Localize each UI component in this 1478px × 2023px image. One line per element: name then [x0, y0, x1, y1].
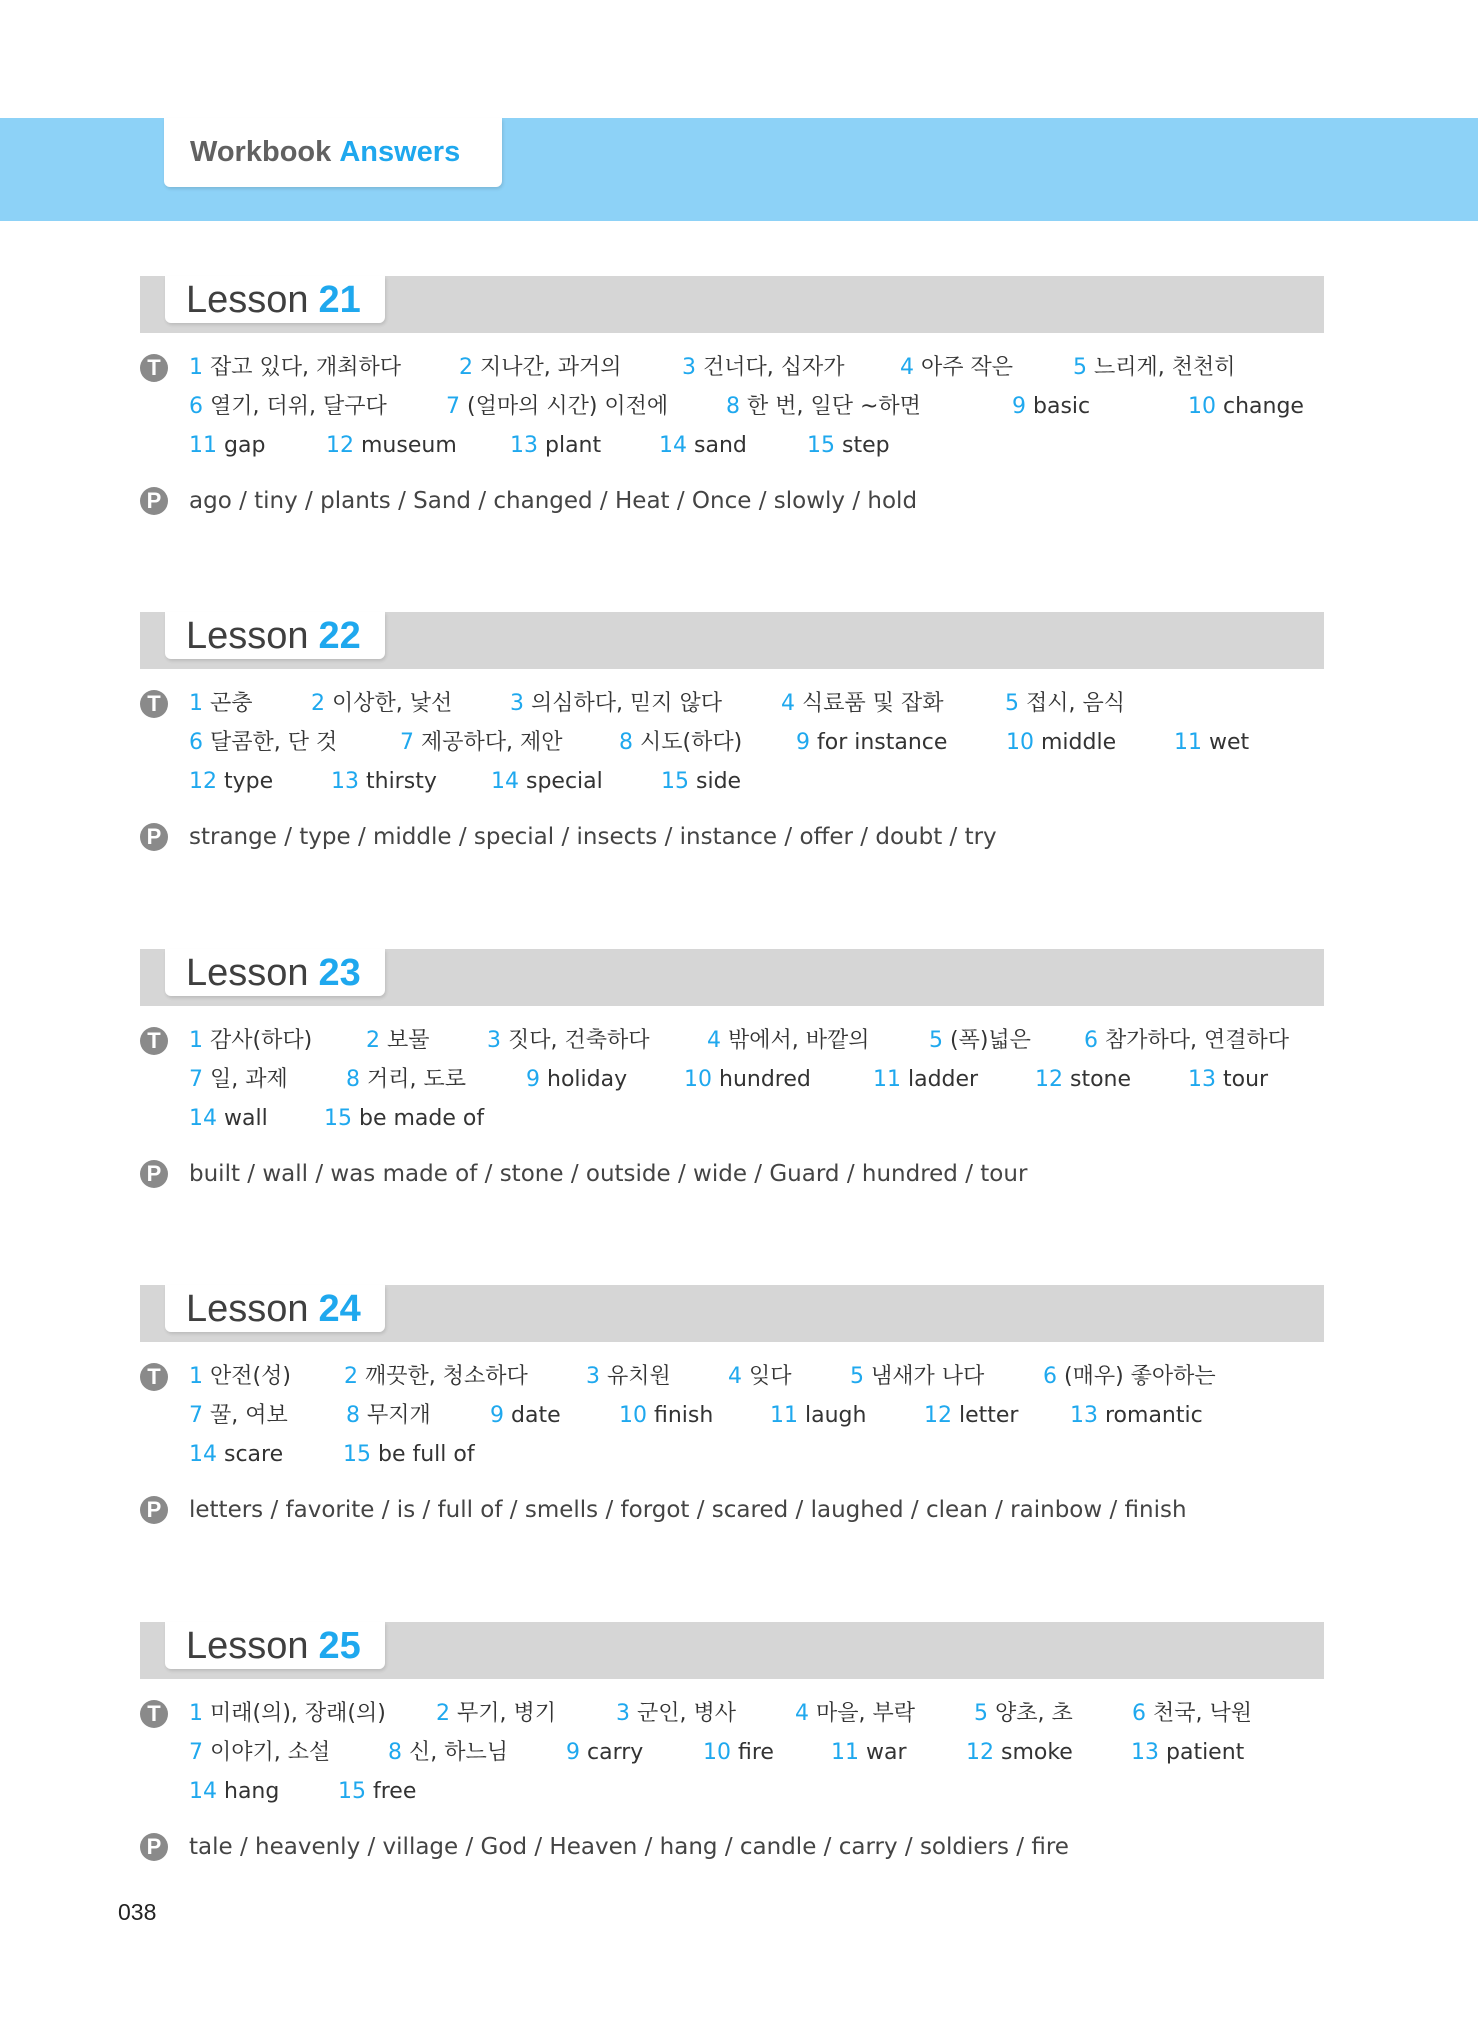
vocab-answer-item	[900, 354, 1013, 382]
item-answer: 짓다, 건축하다	[508, 1028, 650, 1053]
item-number: 9	[1012, 394, 1026, 419]
vocab-answer-item	[1174, 729, 1249, 757]
vocab-answer-item	[189, 690, 253, 718]
item-number: 6	[189, 394, 203, 419]
vocab-answer-item	[566, 1739, 643, 1767]
item-answer: plant	[545, 433, 602, 458]
item-answer: (폭)넓은	[950, 1028, 1031, 1053]
item-answer: holiday	[547, 1067, 628, 1092]
item-answer: war	[866, 1740, 907, 1765]
item-answer: 미래(의), 장래(의)	[210, 1701, 386, 1726]
item-number: 9	[526, 1067, 540, 1092]
item-answer: 제공하다, 제안	[421, 730, 563, 755]
item-number: 10	[1006, 730, 1034, 755]
vocab-answer-item	[446, 393, 668, 421]
item-number: 5	[850, 1364, 864, 1389]
item-number: 1	[189, 1028, 203, 1053]
lesson-word: Lesson	[186, 951, 309, 994]
vocab-answer-item	[616, 1700, 736, 1728]
item-answer: 참가하다, 연결하다	[1105, 1028, 1290, 1053]
vocab-answer-item	[338, 1778, 416, 1806]
lesson-title	[165, 949, 385, 996]
item-number: 13	[1070, 1403, 1098, 1428]
t-badge-icon: T	[140, 690, 168, 718]
item-answer: 양초, 초	[995, 1701, 1073, 1726]
passage-answers: ago / tiny / plants / Sand / changed / Heat / Once / slowly / hold	[189, 488, 918, 514]
item-answer: stone	[1070, 1067, 1132, 1092]
item-answer: letter	[959, 1403, 1019, 1428]
item-answer: 무기, 병기	[457, 1701, 556, 1726]
lesson-number: 21	[318, 278, 361, 321]
item-answer: 시도(하다)	[640, 730, 743, 755]
item-number: 14	[189, 1442, 217, 1467]
item-answer: 무지개	[367, 1403, 431, 1428]
vocab-answer-item	[831, 1739, 907, 1767]
item-number: 5	[929, 1028, 943, 1053]
vocab-answer-item	[331, 768, 437, 796]
vocab-answer-item	[189, 729, 337, 757]
vocab-answer-item	[1035, 1066, 1131, 1094]
lesson-title	[165, 612, 385, 659]
item-number: 3	[586, 1364, 600, 1389]
item-number: 8	[346, 1067, 360, 1092]
item-number: 6	[1043, 1364, 1057, 1389]
vocab-answer-item	[1188, 1066, 1268, 1094]
item-answer: 군인, 병사	[637, 1701, 736, 1726]
vocab-answer-item	[436, 1700, 556, 1728]
item-number: 1	[189, 1364, 203, 1389]
item-number: 5	[1005, 691, 1019, 716]
item-number: 10	[684, 1067, 712, 1092]
vocab-answer-item	[795, 1700, 915, 1728]
item-answer: 보물	[387, 1028, 430, 1053]
t-badge-icon: T	[140, 1363, 168, 1391]
vocab-answer-item	[1012, 393, 1090, 421]
item-number: 9	[490, 1403, 504, 1428]
item-number: 15	[338, 1779, 366, 1804]
item-number: 10	[619, 1403, 647, 1428]
item-answer: 꿀, 여보	[210, 1403, 288, 1428]
item-number: 4	[781, 691, 795, 716]
vocab-answer-item	[400, 729, 563, 757]
p-badge-icon: P	[140, 1160, 168, 1188]
item-number: 1	[189, 355, 203, 380]
lesson-title	[165, 276, 385, 323]
vocab-answer-item	[326, 432, 457, 460]
vocab-answer-item	[344, 1363, 528, 1391]
item-number: 6	[1084, 1028, 1098, 1053]
item-answer: 건너다, 십자가	[703, 355, 845, 380]
item-number: 14	[659, 433, 687, 458]
item-number: 13	[1188, 1067, 1216, 1092]
item-answer: hundred	[719, 1067, 811, 1092]
item-answer: 한 번, 일단 ~하면	[747, 394, 921, 419]
item-answer: thirsty	[366, 769, 437, 794]
vocab-answer-item	[728, 1363, 792, 1391]
vocab-answer-item	[311, 690, 452, 718]
p-badge-icon: P	[140, 487, 168, 515]
item-number: 10	[703, 1740, 731, 1765]
item-answer: fire	[738, 1740, 774, 1765]
item-answer: 유치원	[607, 1364, 671, 1389]
item-answer: sand	[694, 433, 747, 458]
item-number: 8	[346, 1403, 360, 1428]
vocab-answer-item	[1043, 1363, 1216, 1391]
item-number: 4	[707, 1028, 721, 1053]
vocab-answer-item	[346, 1066, 466, 1094]
item-number: 12	[966, 1740, 994, 1765]
item-number: 12	[924, 1403, 952, 1428]
vocab-answer-item	[586, 1363, 671, 1391]
lesson-number: 25	[318, 1624, 361, 1667]
item-answer: 거리, 도로	[367, 1067, 466, 1092]
vocab-answer-item	[682, 354, 845, 382]
vocab-answer-item	[510, 690, 722, 718]
t-badge-icon: T	[140, 1700, 168, 1728]
vocab-answer-item	[924, 1402, 1018, 1430]
vocab-answer-item	[189, 768, 273, 796]
item-number: 5	[974, 1701, 988, 1726]
item-answer: 안전(성)	[210, 1364, 291, 1389]
item-answer: for instance	[817, 730, 948, 755]
item-number: 6	[1132, 1701, 1146, 1726]
vocab-answer-item	[619, 1402, 713, 1430]
item-answer: change	[1223, 394, 1304, 419]
vocab-answer-item	[459, 354, 622, 382]
passage-answers: strange / type / middle / special / insects / instance / offer / doubt / try	[189, 824, 997, 850]
item-answer: 느리게, 천천히	[1094, 355, 1236, 380]
item-number: 11	[873, 1067, 901, 1092]
item-number: 2	[344, 1364, 358, 1389]
item-number: 15	[343, 1442, 371, 1467]
item-number: 11	[831, 1740, 859, 1765]
item-answer: 밖에서, 바깥의	[728, 1028, 870, 1053]
vocab-answer-item	[490, 1402, 561, 1430]
item-answer: 신, 하느님	[409, 1740, 508, 1765]
item-answer: 일, 과제	[210, 1067, 288, 1092]
item-number: 11	[189, 433, 217, 458]
item-answer: be made of	[359, 1106, 485, 1131]
vocab-answer-item	[189, 432, 265, 460]
item-answer: side	[696, 769, 742, 794]
item-answer: 이상한, 낯선	[332, 691, 453, 716]
item-answer: smoke	[1001, 1740, 1073, 1765]
item-number: 3	[682, 355, 696, 380]
vocab-answer-item	[1084, 1027, 1289, 1055]
item-number: 1	[189, 691, 203, 716]
item-number: 4	[795, 1701, 809, 1726]
item-number: 2	[459, 355, 473, 380]
vocab-answer-item	[343, 1441, 475, 1469]
lesson-section	[140, 949, 1324, 1269]
vocab-answer-item	[684, 1066, 811, 1094]
item-answer: 아주 작은	[921, 355, 1014, 380]
item-answer: basic	[1033, 394, 1091, 419]
item-answer: (얼마의 시간) 이전에	[467, 394, 669, 419]
item-answer: 잊다	[749, 1364, 792, 1389]
item-number: 13	[1131, 1740, 1159, 1765]
vocab-answer-item	[189, 1441, 283, 1469]
item-number: 5	[1073, 355, 1087, 380]
item-number: 14	[491, 769, 519, 794]
item-number: 11	[770, 1403, 798, 1428]
item-answer: 마을, 부락	[816, 1701, 915, 1726]
item-answer: 감사(하다)	[210, 1028, 313, 1053]
item-answer: ladder	[908, 1067, 979, 1092]
lesson-section	[140, 612, 1324, 932]
item-answer: 달콤한, 단 것	[210, 730, 338, 755]
lesson-number: 23	[318, 951, 361, 994]
vocab-answer-item	[807, 432, 890, 460]
vocab-answer-item	[189, 1700, 386, 1728]
item-number: 3	[487, 1028, 501, 1053]
lesson-title	[165, 1285, 385, 1332]
vocab-answer-item	[510, 432, 601, 460]
vocab-answer-item	[388, 1739, 508, 1767]
item-answer: 지나간, 과거의	[480, 355, 622, 380]
item-number: 8	[726, 394, 740, 419]
item-number: 2	[311, 691, 325, 716]
item-answer: 냄새가 나다	[871, 1364, 985, 1389]
lesson-word: Lesson	[186, 278, 309, 321]
lesson-word: Lesson	[186, 1287, 309, 1330]
vocab-answer-item	[1070, 1402, 1203, 1430]
vocab-answer-item	[929, 1027, 1031, 1055]
item-number: 7	[189, 1740, 203, 1765]
vocab-answer-item	[796, 729, 947, 757]
item-answer: gap	[224, 433, 266, 458]
item-answer: special	[526, 769, 603, 794]
item-answer: 의심하다, 믿지 않다	[531, 691, 722, 716]
item-answer: 식료품 및 잡화	[802, 691, 944, 716]
item-number: 13	[331, 769, 359, 794]
item-number: 14	[189, 1779, 217, 1804]
header-title-workbook: Workbook	[190, 136, 332, 168]
item-answer: tour	[1223, 1067, 1269, 1092]
vocab-answer-item	[726, 393, 921, 421]
item-answer: 접시, 음식	[1026, 691, 1125, 716]
item-number: 8	[388, 1740, 402, 1765]
item-answer: type	[224, 769, 274, 794]
vocab-answer-item	[1006, 729, 1116, 757]
item-number: 15	[807, 433, 835, 458]
item-answer: museum	[361, 433, 457, 458]
item-number: 7	[189, 1067, 203, 1092]
item-answer: wet	[1209, 730, 1250, 755]
vocab-answer-item	[707, 1027, 870, 1055]
item-number: 2	[366, 1028, 380, 1053]
item-answer: 열기, 더위, 달구다	[210, 394, 387, 419]
vocab-answer-item	[189, 1778, 279, 1806]
item-answer: wall	[224, 1106, 268, 1131]
item-answer: 이야기, 소설	[210, 1740, 331, 1765]
item-answer: laugh	[805, 1403, 867, 1428]
vocab-answer-item	[189, 1066, 288, 1094]
lesson-word: Lesson	[186, 1624, 309, 1667]
page-number: 038	[118, 1899, 157, 1925]
item-number: 3	[616, 1701, 630, 1726]
vocab-answer-item	[189, 393, 387, 421]
lesson-section	[140, 276, 1324, 596]
item-number: 12	[326, 433, 354, 458]
vocab-answer-item	[850, 1363, 984, 1391]
item-number: 8	[619, 730, 633, 755]
item-number: 3	[510, 691, 524, 716]
item-answer: (매우) 좋아하는	[1064, 1364, 1216, 1389]
p-badge-icon: P	[140, 1833, 168, 1861]
item-number: 2	[436, 1701, 450, 1726]
p-badge-icon: P	[140, 823, 168, 851]
header-title-answers: Answers	[339, 136, 461, 168]
item-answer: finish	[654, 1403, 714, 1428]
item-answer: romantic	[1105, 1403, 1203, 1428]
vocab-answer-item	[189, 1739, 330, 1767]
vocab-answer-item	[703, 1739, 774, 1767]
vocab-answer-item	[491, 768, 603, 796]
t-badge-icon: T	[140, 354, 168, 382]
item-number: 7	[189, 1403, 203, 1428]
item-number: 12	[1035, 1067, 1063, 1092]
item-number: 11	[1174, 730, 1202, 755]
item-number: 7	[446, 394, 460, 419]
passage-answers: tale / heavenly / village / God / Heaven / hang / candle / carry / soldiers / fire	[189, 1834, 1069, 1860]
vocab-answer-item	[1132, 1700, 1252, 1728]
vocab-answer-item	[1188, 393, 1304, 421]
vocab-answer-item	[324, 1105, 484, 1133]
vocab-answer-item	[781, 690, 944, 718]
vocab-answer-item	[966, 1739, 1073, 1767]
item-answer: hang	[224, 1779, 280, 1804]
lesson-number: 24	[318, 1287, 361, 1330]
vocab-answer-item	[189, 1027, 312, 1055]
item-answer: 깨끗한, 청소하다	[365, 1364, 528, 1389]
vocab-answer-item	[189, 1105, 268, 1133]
item-answer: step	[842, 433, 890, 458]
vocab-answer-item	[661, 768, 741, 796]
item-answer: date	[511, 1403, 561, 1428]
vocab-answer-item	[659, 432, 747, 460]
workbook-answers-tab	[164, 118, 502, 187]
item-answer: scare	[224, 1442, 284, 1467]
item-number: 10	[1188, 394, 1216, 419]
vocab-answer-item	[366, 1027, 430, 1055]
item-answer: carry	[587, 1740, 644, 1765]
item-answer: middle	[1041, 730, 1117, 755]
vocab-answer-item	[1005, 690, 1125, 718]
vocab-answer-item	[526, 1066, 627, 1094]
lesson-number: 22	[318, 614, 361, 657]
item-number: 4	[728, 1364, 742, 1389]
item-number: 1	[189, 1701, 203, 1726]
item-answer: free	[373, 1779, 417, 1804]
item-answer: be full of	[378, 1442, 475, 1467]
vocab-answer-item	[189, 1402, 288, 1430]
item-number: 9	[796, 730, 810, 755]
item-answer: patient	[1166, 1740, 1245, 1765]
vocab-answer-item	[189, 1363, 291, 1391]
item-number: 12	[189, 769, 217, 794]
vocab-answer-item	[1073, 354, 1236, 382]
passage-answers: built / wall / was made of / stone / outside / wide / Guard / hundred / tour	[189, 1161, 1028, 1187]
lesson-title	[165, 1622, 385, 1669]
vocab-answer-item	[974, 1700, 1073, 1728]
vocab-answer-item	[873, 1066, 978, 1094]
vocab-answer-item	[189, 354, 401, 382]
item-number: 15	[661, 769, 689, 794]
item-number: 4	[900, 355, 914, 380]
lesson-section	[140, 1622, 1324, 1942]
vocab-answer-item	[770, 1402, 866, 1430]
item-number: 15	[324, 1106, 352, 1131]
p-badge-icon: P	[140, 1496, 168, 1524]
item-answer: 곤충	[210, 691, 253, 716]
item-answer: 잡고 있다, 개최하다	[210, 355, 401, 380]
vocab-answer-item	[619, 729, 742, 757]
lesson-section	[140, 1285, 1324, 1605]
passage-answers: letters / favorite / is / full of / smells / forgot / scared / laughed / clean / rainbow / finish	[189, 1497, 1187, 1523]
vocab-answer-item	[346, 1402, 431, 1430]
item-number: 13	[510, 433, 538, 458]
item-number: 6	[189, 730, 203, 755]
item-number: 7	[400, 730, 414, 755]
item-number: 9	[566, 1740, 580, 1765]
lesson-word: Lesson	[186, 614, 309, 657]
vocab-answer-item	[487, 1027, 650, 1055]
item-number: 14	[189, 1106, 217, 1131]
t-badge-icon: T	[140, 1027, 168, 1055]
vocab-answer-item	[1131, 1739, 1244, 1767]
item-answer: 천국, 낙원	[1153, 1701, 1252, 1726]
